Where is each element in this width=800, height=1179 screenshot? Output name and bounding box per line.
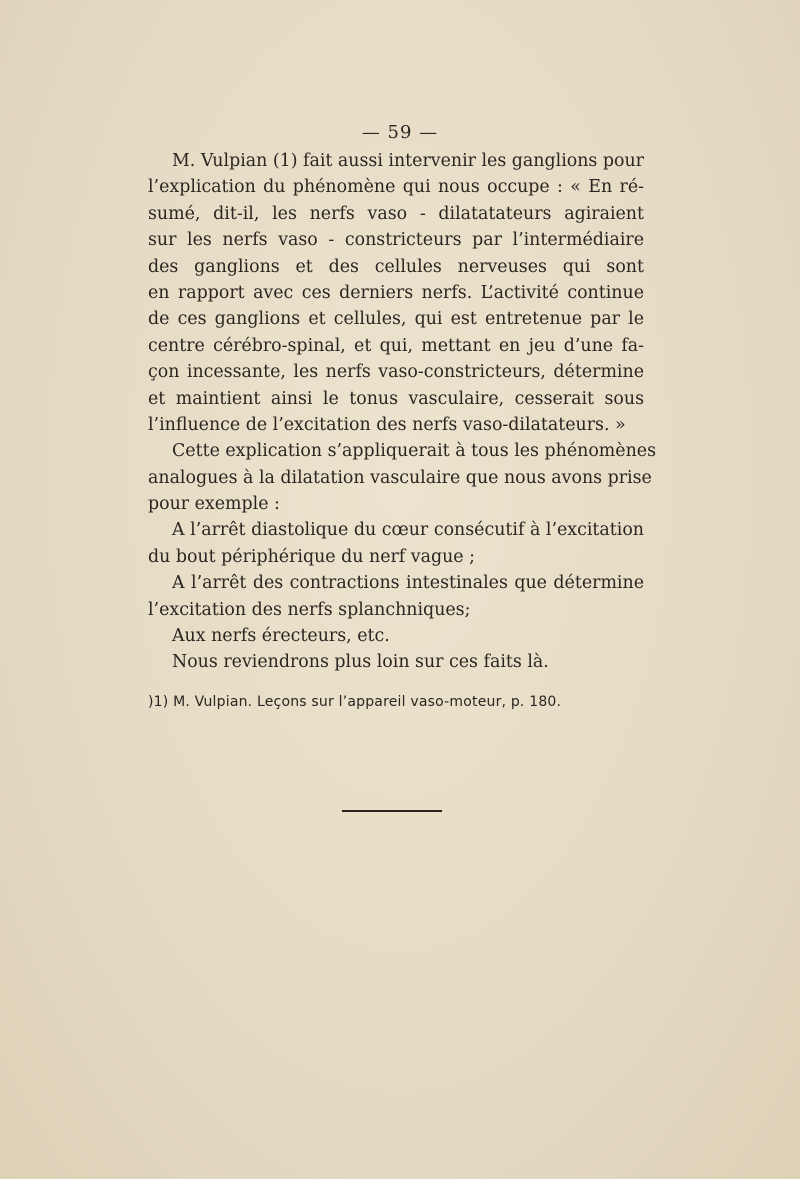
- section-divider: [342, 810, 442, 812]
- text-line: en rapport avec ces derniers nerfs. L’activité continue: [148, 282, 644, 303]
- page-number: — 59 —: [361, 122, 439, 143]
- footnote: )1) M. Vulpian. Leçons sur l’appareil vaso-moteur, p. 180.: [148, 694, 562, 710]
- text-line: A l’arrêt diastolique du cœur consécutif à l’excitation: [172, 520, 644, 541]
- text-line: çon incessante, les nerfs vaso-constricteurs, détermine: [148, 362, 644, 383]
- text-line: Aux nerfs érecteurs, etc.: [172, 626, 390, 647]
- text-line: du bout périphérique du nerf vague ;: [148, 546, 475, 567]
- text-line: pour exemple :: [148, 494, 280, 515]
- text-line: Cette explication s’appliquerait à tous les phénomènes: [172, 441, 657, 462]
- text-line: sumé, dit-il, les nerfs vaso - dilatatateurs agiraient: [148, 203, 644, 224]
- text-line: Nous reviendrons plus loin sur ces faits là.: [172, 652, 549, 673]
- text-line: A l’arrêt des contractions intestinales que détermine: [172, 573, 644, 594]
- text-line: analogues à la dilatation vasculaire que nous avons prise: [148, 467, 652, 488]
- text-line: et maintient ainsi le tonus vasculaire, cesserait sous: [148, 388, 644, 409]
- text-line: centre cérébro-spinal, et qui, mettant en jeu d’une fa-: [148, 335, 644, 356]
- text-line: de ces ganglions et cellules, qui est entretenue par le: [148, 309, 644, 330]
- text-line: l’excitation des nerfs splanchniques;: [148, 599, 471, 620]
- body-text: [148, 148, 657, 676]
- text-line: sur les nerfs vaso - constricteurs par l’intermédiaire: [148, 230, 644, 251]
- text-line: l’influence de l’excitation des nerfs vaso-dilatateurs. »: [148, 414, 626, 435]
- text-line: des ganglions et des cellules nerveuses qui sont: [148, 256, 644, 277]
- text-line: l’explication du phénomène qui nous occupe : « En ré-: [148, 177, 644, 198]
- text-line: M. Vulpian (1) fait aussi intervenir les ganglions pour: [172, 151, 644, 171]
